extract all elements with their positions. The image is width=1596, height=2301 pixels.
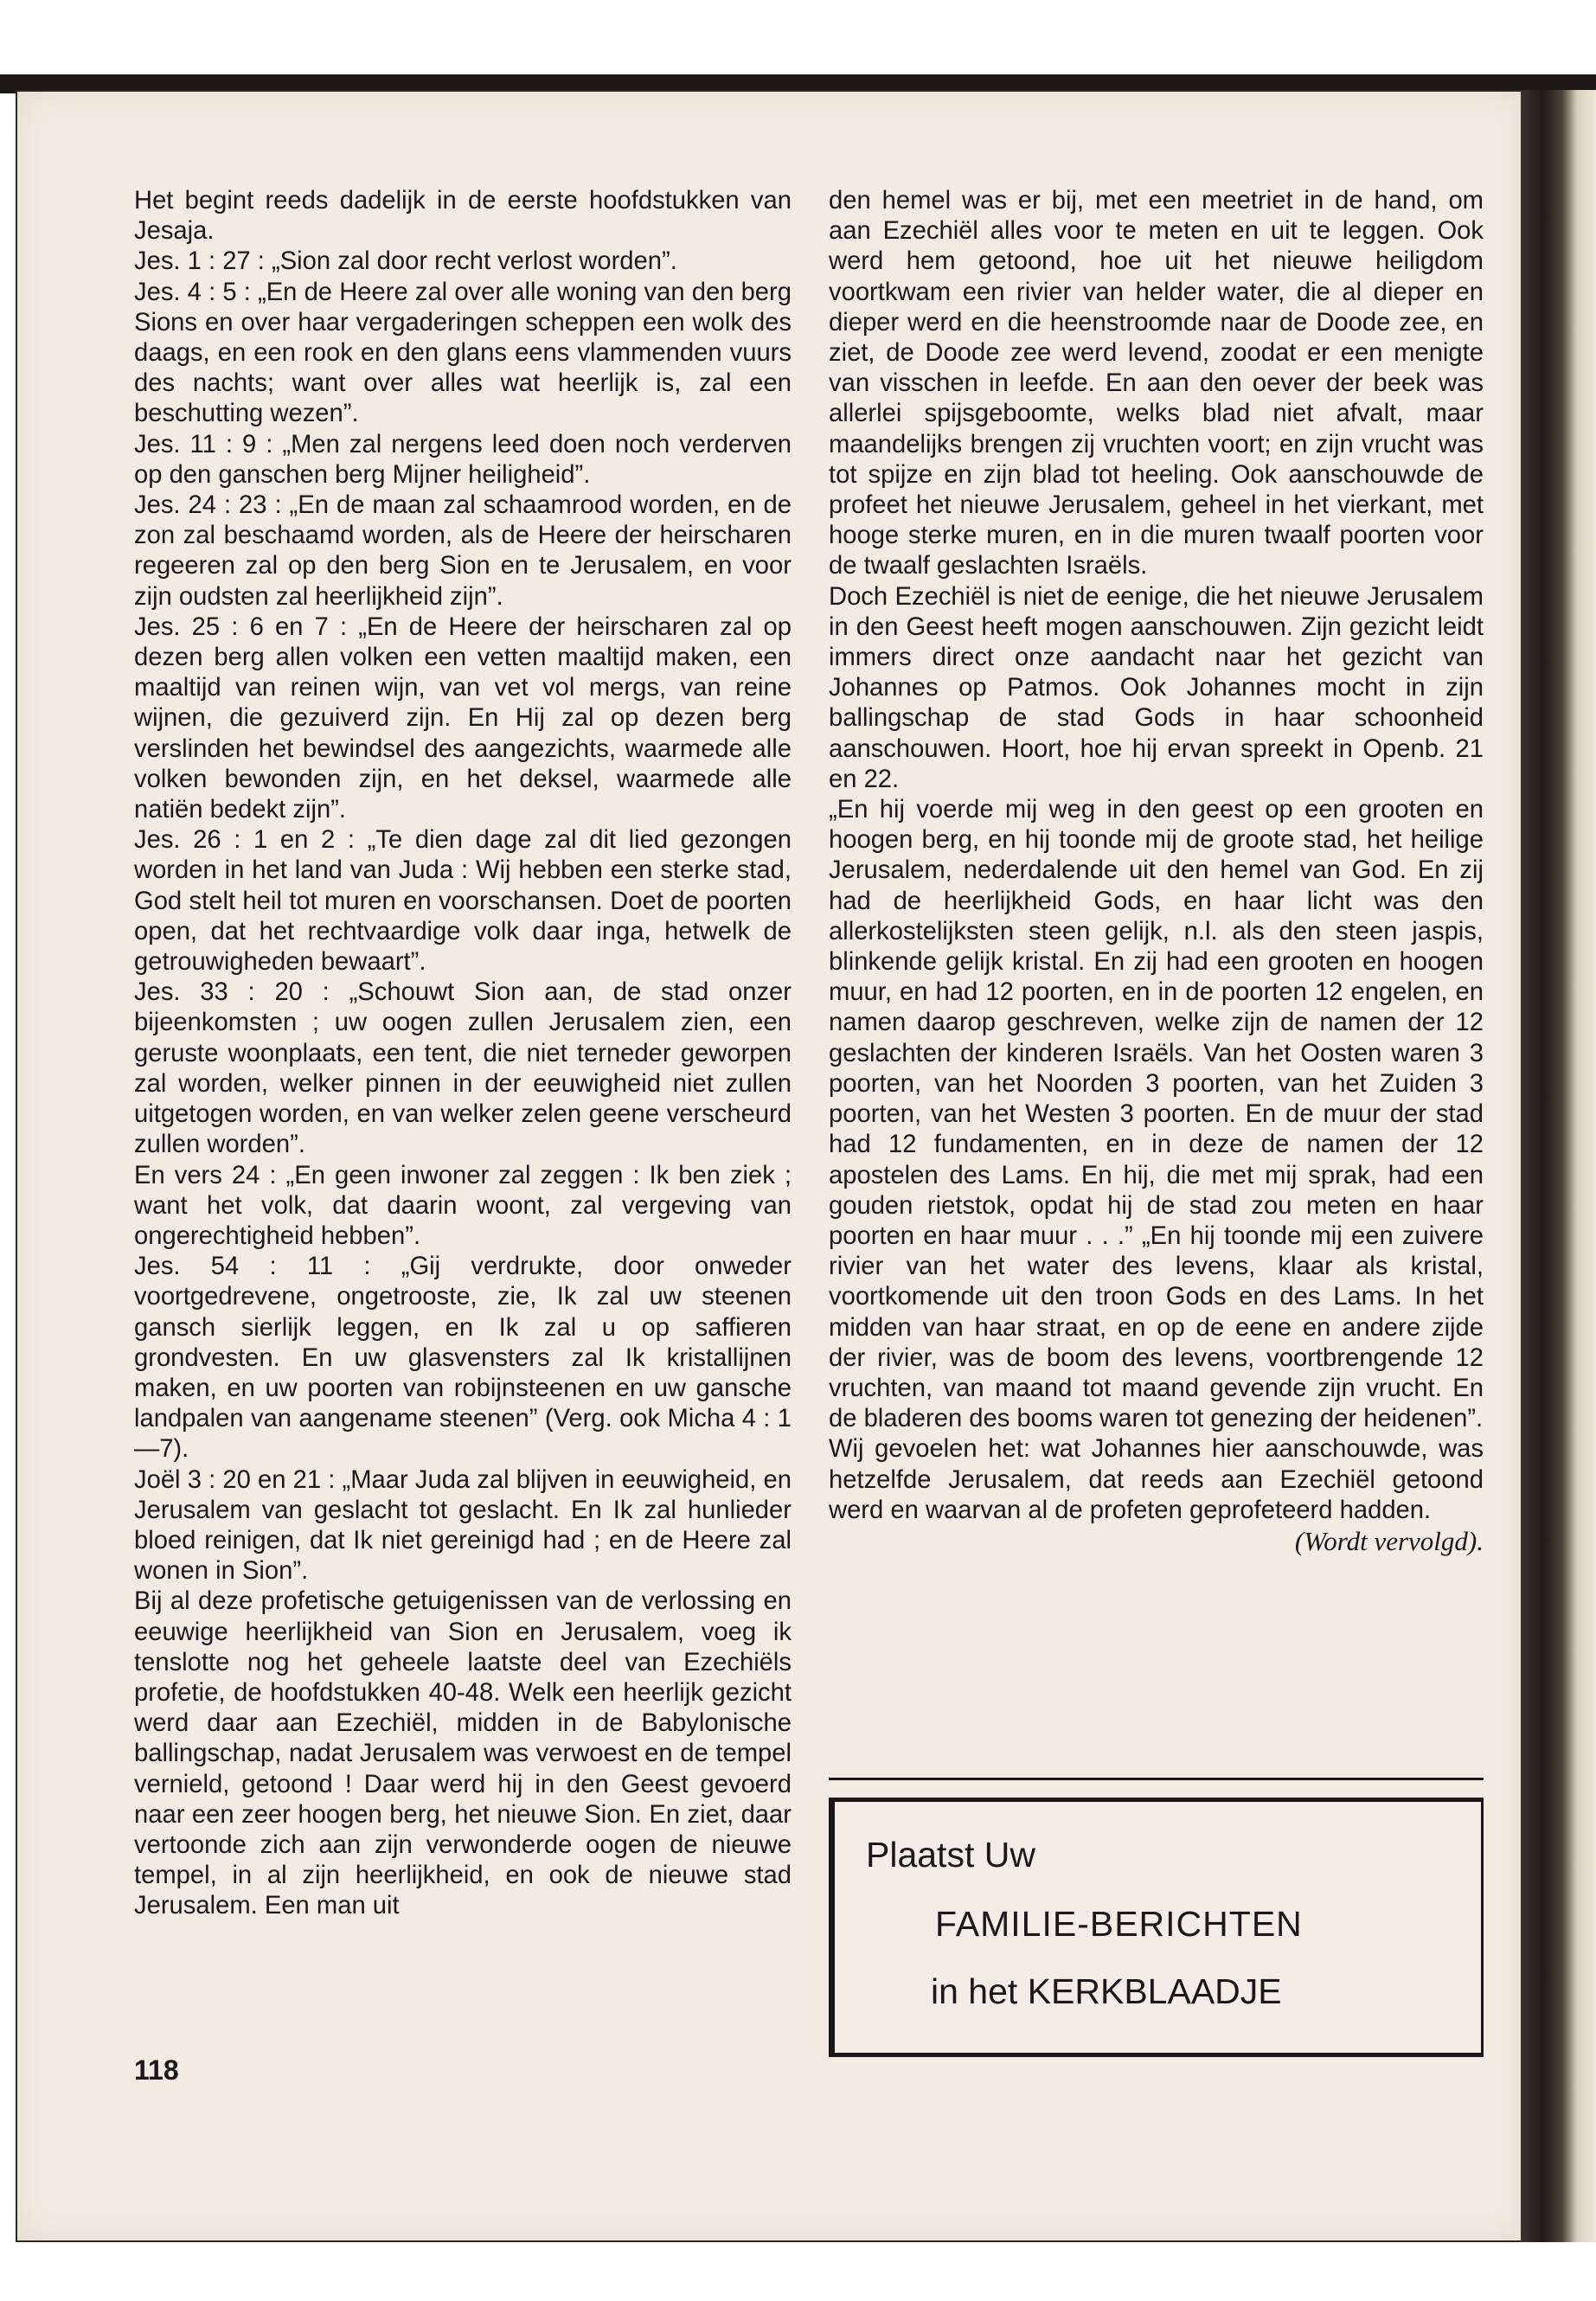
paragraph: Jes. 4 : 5 : „En de Heere zal over alle woning van den berg Sions en over haar vergaderingen scheppen een wolk des daags, en een rook en den glans eens vlammenden vuurs des nachts; want over alles wat heerlijk is, zal een beschutting wezen”. bbox=[134, 278, 792, 428]
paragraph: Jes. 26 : 1 en 2 : „Te dien dage zal dit lied gezongen worden in het land van Juda : Wij hebben een sterke stad, God stelt heil tot muren en voorschansen. Doet de poorten open, dat het rechtvaardige volk daar inga, hetwelk de getrouwigheden bewaart”. bbox=[134, 826, 792, 977]
paragraph: Het begint reeds dadelijk in de eerste hoofdstukken van Jesaja. bbox=[134, 187, 792, 246]
paragraph: En vers 24 : „En geen inwoner zal zeggen : Ik ben ziek ; want het volk, dat daarin woont, zal vergeving van ongerechtigheid hebben”. bbox=[134, 1161, 792, 1250]
binding-spine bbox=[1521, 90, 1596, 2242]
paragraph: Jes. 25 : 6 en 7 : „En de Heere der heirscharen zal op dezen berg allen volken een vetten maaltijd maken, een maaltijd van reinen wijn, van vet vol mergs, van reine wijnen, die gezuiverd zijn. En Hij zal op dezen berg verslinden het bewindsel des aangezichts, waarmede alle volken bewonden zijn, en het deksel, waarmede alle natiën bedekt zijn”. bbox=[134, 612, 792, 824]
right-text-column bbox=[829, 186, 1484, 1556]
advert-line-1: Plaatst Uw bbox=[866, 1835, 1035, 1875]
scan-bottom-margin bbox=[0, 2242, 1596, 2301]
paragraph: Jes. 24 : 23 : „En de maan zal schaamrood worden, en de zon zal beschaamd worden, als de Heere der heirscharen regeeren zal op den berg Sion en te Jerusalem, en voor zijn oudsten zal heerlijkheid zijn”. bbox=[134, 491, 792, 611]
paragraph: „En hij voerde mij weg in den geest op een grooten en hoogen berg, en hij toonde mij de groote stad, het heilige Jerusalem, nederdalende uit den hemel van God. En zij had de heerlijkheid Gods, en haar licht was den allerkostelijksten steen gelijk, n.l. als den steen jaspis, blinkende gelijk kristal. En zij had een grooten en hoogen muur, en had 12 poorten, en in de poorten 12 engelen, en namen daarop geschreven, welke zijn de namen der 12 geslachten der kinderen Israëls. Van het Oosten waren 3 poorten, van het Noorden 3 poorten, van het Zuiden 3 poorten, van het Westen 3 poorten. En de muur der stad had 12 fundamenten, en in deze de namen der 12 apostelen des Lams. En hij, die met mij sprak, had een gouden rietstok, opdat hij de stad zou meten en haar poorten en haar muur . . .” „En hij toonde mij een zuivere rivier van het water des levens, klaar als kristal, voortkomende uit den troon Gods en des Lams. In het midden van haar straat, en op de eene en andere zijde der rivier, was de boom des levens, voortbrengende 12 vruchten, van maand tot maand gevende zijn vrucht. En de bladeren des booms waren tot genezing der heidenen”. bbox=[829, 796, 1484, 1433]
paragraph: Doch Ezechiël is niet de eenige, die het nieuwe Jerusalem in den Geest heeft mogen aanschouwen. Zijn gezicht leidt immers direct onze aandacht naar het gezicht van Johannes op Patmos. Ook Johannes mocht in zijn ballingschap de stad Gods in haar schoonheid aanschouwen. Hoort, hoe hij ervan spreekt in Openb. 21 en 22. bbox=[829, 582, 1484, 793]
paragraph: Jes. 33 : 20 : „Schouwt Sion aan, de stad onzer bijeenkomsten ; uw oogen zullen Jerusalem zien, een geruste woonplaats, een tent, die niet terneder geworpen zal worden, welker pinnen in der eeuwigheid niet zullen uitgetogen worden, en van welker zelen geene verscheurd zullen worden”. bbox=[134, 978, 792, 1159]
paragraph: Joël 3 : 20 en 21 : „Maar Juda zal blijven in eeuwigheid, en Jerusalem van geslacht tot geslacht. En Ik zal hunlieder bloed reinigen, dat Ik niet gereinigd had ; en de Heere zal wonen in Sion”. bbox=[134, 1465, 792, 1586]
continued-note: (Wordt vervolgd). bbox=[1294, 1525, 1484, 1556]
page-number: 118 bbox=[134, 2054, 179, 2086]
paragraph: Jes. 1 : 27 : „Sion zal door recht verlost worden”. bbox=[134, 247, 677, 276]
left-text-column bbox=[134, 186, 792, 1922]
paragraph: Bij al deze profetische getuigenissen van de verlossing en eeuwige heerlijkheid van Sion en Jerusalem, voeg ik tenslotte nog het geheele laatste deel van Ezechiëls profetie, de hoofdstukken 40-48. Welk een heerlijk gezicht werd daar aan Ezechiël, midden in de Babylonische ballingschap, nadat Jerusalem was verwoest en de tempel vernield, getoond ! Daar werd hij in den Geest gevoerd naar een zeer hoogen berg, het nieuwe Sion. En ziet, daar vertoonde zich aan zijn verwonderde oogen de nieuwe tempel, in al zijn heerlijkheid, en ook de nieuwe stad Jerusalem. Een man uit bbox=[134, 1587, 792, 1920]
paragraph: den hemel was er bij, met een meetriet in de hand, om aan Ezechiël alles voor te meten en uit te leggen. Ook werd hem getoond, hoe uit het nieuwe heiligdom voortkwam een rivier van helder water, die al dieper en dieper werd en die heenstroomde naar de Doode zee, en ziet, de Doode zee werd levend, zoodat er een menigte van visschen in leefde. En aan den oever der beek was allerlei spijsgeboomte, welks blad niet afvalt, maar maandelijks brengen zij vruchten voort; en zijn vrucht was tot spijze en zijn blad tot heeling. Ook aanschouwde de profeet het nieuwe Jerusalem, geheel in het vierkant, met hooge sterke muren, en in die muren twaalf poorten voor de twaalf geslachten Israëls. bbox=[829, 187, 1484, 580]
scan-top-margin bbox=[0, 0, 1596, 76]
paragraph: Wij gevoelen het: wat Johannes hier aanschouwde, was hetzelfde Jerusalem, dat reeds aan Ezechiël getoond werd en waarvan al de profeten geprofeteerd hadden. bbox=[829, 1435, 1484, 1524]
advert-line-3: in het KERKBLAADJE bbox=[931, 1971, 1282, 2011]
paragraph: Jes. 11 : 9 : „Men zal nergens leed doen noch verderven op den ganschen berg Mijner heiligheid”. bbox=[134, 430, 792, 489]
advert-line-2: FAMILIE-BERICHTEN bbox=[935, 1904, 1303, 1944]
section-divider bbox=[829, 1778, 1484, 1780]
advert-left-border bbox=[831, 1802, 835, 2053]
advertisement-box bbox=[829, 1798, 1484, 2057]
paragraph: Jes. 54 : 11 : „Gij verdrukte, door onweder voortgedrevene, ongetrooste, zie, Ik zal uw steenen gansch sierlijk leggen, en Ik zal u op saffieren grondvesten. En uw glasvensters zal Ik kristallijnen maken, en uw poorten van robijnsteenen en uw gansche landpalen van aangename steenen” (Verg. ook Micha 4 : 1—7). bbox=[134, 1253, 792, 1464]
